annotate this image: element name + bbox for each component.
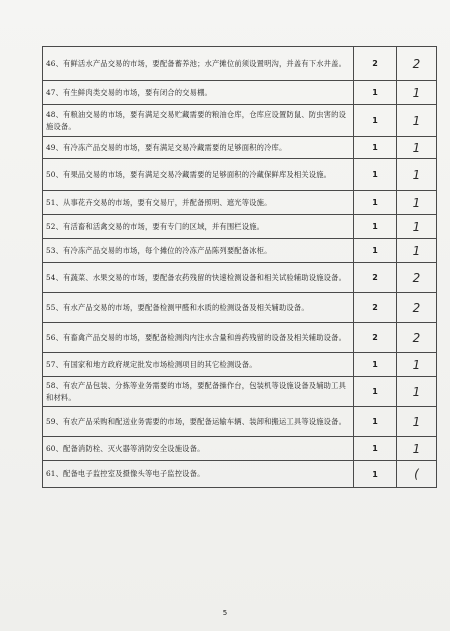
item-score: 1 (354, 137, 397, 159)
table-row (43, 215, 437, 239)
item-score: 2 (354, 293, 397, 323)
table-row (43, 407, 437, 437)
item-description: 59、有农产品采购和配送业务需要的市场，要配备运输车辆、装卸和搬运工具等设施设备。 (43, 407, 354, 437)
item-description: 55、有水产品交易的市场，要配备检测甲醛和水质的检测设备及相关辅助设备。 (43, 293, 354, 323)
table-row (43, 81, 437, 105)
item-score: 1 (354, 215, 397, 239)
item-score: 1 (354, 159, 397, 191)
item-handwritten-score: 1 (397, 81, 437, 105)
item-description: 50、有果品交易的市场，要有满足交易冷藏需要的足够面积的冷藏保鲜库及相关设施。 (43, 159, 354, 191)
page-number: 5 (222, 609, 228, 617)
item-handwritten-score: 1 (397, 137, 437, 159)
item-score: 2 (354, 263, 397, 293)
item-handwritten-score: 1 (397, 353, 437, 377)
item-score: 1 (354, 81, 397, 105)
item-handwritten-score: 2 (397, 47, 437, 81)
item-handwritten-score: 1 (397, 377, 437, 407)
item-handwritten-score: 1 (397, 105, 437, 137)
item-score: 1 (354, 461, 397, 488)
item-handwritten-score: 1 (397, 407, 437, 437)
item-score: 1 (354, 377, 397, 407)
table-row (43, 159, 437, 191)
table-row (43, 191, 437, 215)
item-description: 51、从事花卉交易的市场，要有交易厅，并配备照明、遮光等设施。 (43, 191, 354, 215)
item-description: 58、有农产品包装、分拣等业务需要的市场，要配备操作台，包装机等设施设备及辅助工具和材料。 (43, 377, 354, 407)
item-score: 1 (354, 105, 397, 137)
item-description: 46、有鲜活水产品交易的市场，要配备蓄养池；水产摊位前须设置明沟，并盖有下水井盖。 (43, 47, 354, 81)
item-handwritten-score: 1 (397, 159, 437, 191)
item-score: 1 (354, 407, 397, 437)
criteria-table (42, 46, 437, 488)
table-row (43, 239, 437, 263)
item-description: 54、有蔬菜、水果交易的市场，要配备农药残留的快速检测设备和相关试验辅助设施设备。 (43, 263, 354, 293)
item-handwritten-score: ( (397, 461, 437, 488)
table-row (43, 377, 437, 407)
table-row (43, 137, 437, 159)
table-row (43, 47, 437, 81)
table-row (43, 105, 437, 137)
item-description: 57、有国家和地方政府规定批发市场检测项目的其它检测设备。 (43, 353, 354, 377)
item-description: 53、有冷冻产品交易的市场，每个摊位的冷冻产品陈列要配备冰柜。 (43, 239, 354, 263)
item-score: 1 (354, 437, 397, 461)
item-handwritten-score: 1 (397, 191, 437, 215)
table-row (43, 293, 437, 323)
item-description: 56、有畜禽产品交易的市场，要配备检测肉内注水含量和兽药残留的设备及相关辅助设备。 (43, 323, 354, 353)
item-description: 49、有冷冻产品交易的市场，要有满足交易冷藏需要的足够面积的冷库。 (43, 137, 354, 159)
item-score: 2 (354, 47, 397, 81)
item-score: 1 (354, 191, 397, 215)
item-score: 2 (354, 323, 397, 353)
item-description: 61、配备电子监控室及摄像头等电子监控设备。 (43, 461, 354, 488)
item-score: 1 (354, 239, 397, 263)
item-handwritten-score: 2 (397, 323, 437, 353)
item-handwritten-score: 2 (397, 263, 437, 293)
item-description: 60、配备消防栓、灭火器等消防安全设施设备。 (43, 437, 354, 461)
item-description: 47、有生鲜肉类交易的市场，要有闭合的交易棚。 (43, 81, 354, 105)
item-description: 52、有活畜和活禽交易的市场，要有专门的区域，并有围栏设施。 (43, 215, 354, 239)
table-row (43, 323, 437, 353)
item-handwritten-score: 1 (397, 437, 437, 461)
table-row (43, 263, 437, 293)
item-handwritten-score: 1 (397, 215, 437, 239)
item-handwritten-score: 2 (397, 293, 437, 323)
table-row (43, 353, 437, 377)
table-row (43, 461, 437, 488)
item-score: 1 (354, 353, 397, 377)
item-handwritten-score: 1 (397, 239, 437, 263)
item-description: 48、有粮油交易的市场，要有满足交易贮藏需要的粮油仓库，仓库应设置防鼠、防虫害的设施设备。 (43, 105, 354, 137)
table-row (43, 437, 437, 461)
